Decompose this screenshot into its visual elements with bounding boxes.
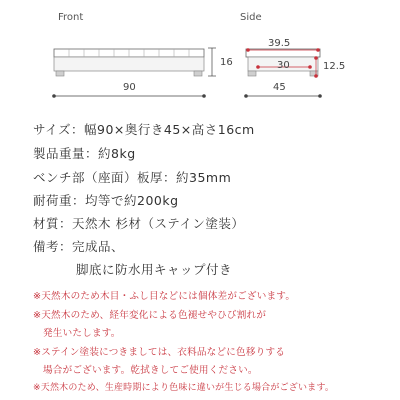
spec-weight: 製品重量：約8kg [33,146,136,161]
note-stain: ※ステイン塗装につきましては、衣料品などに色移りする [33,347,286,358]
note-aging-cont: 発生いたします。 [43,328,121,339]
spec-load: 耐荷重：均等で約200kg [33,193,179,208]
side-inner-width-value: 30 [277,60,290,71]
spec-material: 材質：天然木 杉材（ステイン塗装） [33,216,245,231]
side-height-value: 12.5 [323,61,346,72]
note-aging: ※天然木のため、経年変化による色褪せやひび割れが [33,310,267,321]
dimension-diagram [0,0,400,110]
side-label: Side [240,12,262,23]
note-stain-cont: 場合がございます。乾拭きしてご使用ください。 [43,365,258,376]
side-top-width-value: 39.5 [268,38,291,49]
spec-size: サイズ：幅90×奥行き45×高さ16cm [33,122,255,137]
spec-remarks: 備考：完成品、 [33,239,125,254]
side-width-value: 45 [273,82,286,93]
note-color: ※天然木のため、生産時期により色味に違いが生じる場合がございます。 [33,383,335,393]
spec-remarks-cont: 脚底に防水用キャップ付き [76,262,233,277]
note-grain: ※天然木のため木目・ふし目などには個体差がございます。 [33,291,296,302]
front-height-value: 16 [220,57,233,68]
spec-thickness: ベンチ部（座面）板厚：約35mm [33,170,232,185]
front-label: Front [58,12,84,23]
front-width-value: 90 [123,82,136,93]
front-view [54,49,204,76]
